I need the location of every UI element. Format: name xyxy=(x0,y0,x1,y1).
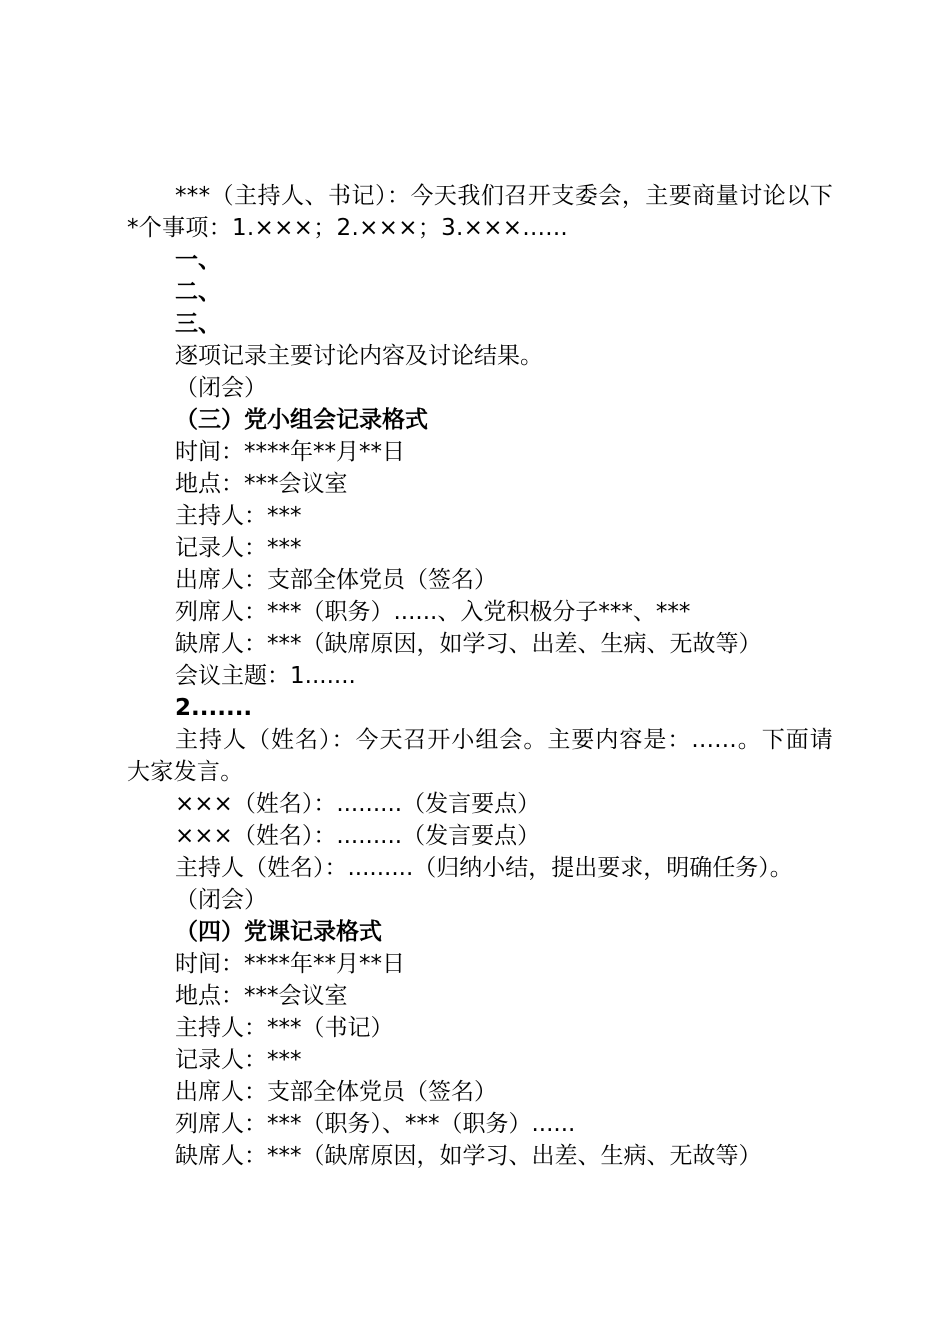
document-page xyxy=(127,180,833,1172)
section-3-topic: 会议主题：1....... xyxy=(175,663,356,689)
section-3-speaker-1: ×××（姓名）：.........（发言要点） xyxy=(175,791,541,817)
section-4-observers: 列席人：***（职务）、***（职务）...... xyxy=(175,1111,576,1137)
section-3-host-speech: 主持人（姓名）：今天召开小组会。主要内容是：......。下面请大家发言。 xyxy=(127,727,833,785)
item-one: 一、 xyxy=(175,247,221,273)
section-4-recorder: 记录人：*** xyxy=(175,1047,302,1073)
section-4-attendees: 出席人：支部全体党员（签名） xyxy=(175,1079,497,1105)
section-3-observers: 列席人：***（职务）......、入党积极分子***、*** xyxy=(175,599,691,625)
section-4-host: 主持人：***（书记） xyxy=(175,1015,394,1041)
section-3-close: （闭会） xyxy=(175,887,267,913)
record-note: 逐项记录主要讨论内容及讨论结果。 xyxy=(175,343,543,369)
section-3-place: 地点：***会议室 xyxy=(175,471,348,497)
section-4-time: 时间：****年**月**日 xyxy=(175,951,405,977)
close-note-1: （闭会） xyxy=(175,375,267,401)
section-4-heading: （四）党课记录格式 xyxy=(175,919,382,945)
section-3-topic-2: 2....... xyxy=(175,695,253,721)
section-3-recorder: 记录人：*** xyxy=(175,535,302,561)
section-3-heading: （三）党小组会记录格式 xyxy=(175,407,428,433)
section-3-attendees: 出席人：支部全体党员（签名） xyxy=(175,567,497,593)
section-4-absentees: 缺席人：***（缺席原因，如学习、出差、生病、无故等） xyxy=(175,1143,762,1169)
section-3-host: 主持人：*** xyxy=(175,503,302,529)
section-4-place: 地点：***会议室 xyxy=(175,983,348,1009)
section-3-speaker-2: ×××（姓名）：.........（发言要点） xyxy=(175,823,541,849)
opening-statement: ***（主持人、书记）：今天我们召开支委会，主要商量讨论以下*个事项：1.×××；2.×××；3.×××...... xyxy=(127,183,833,241)
section-3-host-summary: 主持人（姓名）：.........（归纳小结，提出要求，明确任务）。 xyxy=(175,855,793,881)
item-two: 二、 xyxy=(175,279,221,305)
item-three: 三、 xyxy=(175,311,221,337)
section-3-absentees: 缺席人：***（缺席原因，如学习、出差、生病、无故等） xyxy=(175,631,762,657)
section-3-time: 时间：****年**月**日 xyxy=(175,439,405,465)
